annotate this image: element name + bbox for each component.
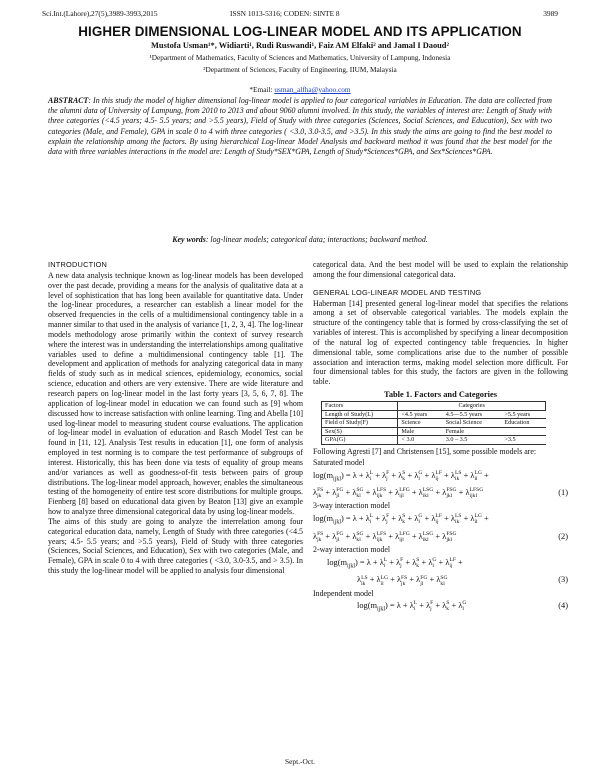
factors-table — [321, 401, 546, 445]
equation-line: $\log(m_{ijkl}) = \lambda + \lambda$ L i + λ F j + λ S k + λ G l + λ LF ij + λ LS ik + λ LG il + — [313, 513, 489, 526]
journal-citation: Sci.Int.(Lahore),27(5),3989-3993,2015 — [42, 9, 158, 18]
table-cell: 3.0 – 3.5 — [443, 436, 502, 445]
model-block — [313, 545, 568, 587]
equation-line-2 — [313, 487, 568, 499]
table-cell: 4.5—5.5 years — [443, 410, 502, 419]
table-row — [322, 410, 546, 419]
running-header — [42, 9, 558, 21]
table-cell — [501, 427, 545, 436]
models-intro: Following Agresti [7] and Christensen [15], some possible models are: — [313, 446, 537, 456]
model-block — [313, 458, 568, 500]
issn-line: ISSN 1013-5316; CODEN: SINTE 8 — [230, 9, 340, 18]
model-block — [313, 589, 568, 617]
table-cell: Female — [443, 427, 502, 436]
table-cell: Sex(S) — [322, 427, 398, 436]
author-list: Mustofa Usman¹*, Widiarti¹, Rudi Ruswandi¹, Faiz AM Elfaki² and Jamal I Daoud² — [151, 41, 449, 50]
paper-title: HIGHER DIMENSIONAL LOG-LINEAR MODEL AND ITS APPLICATION — [78, 24, 522, 39]
abstract-label: ABSTRACT — [48, 96, 89, 105]
intro-paragraph-1: A new data analysis technique known as log-linear models has been developed over the past decade, providing a means for the analysis of qualitative data at a level of sophistication that has long been available for quantitative data. Under the log-linear procedures, a researcher can establish a linear model for the observed frequencies in the cells of a multidimensional contingency table in a manner similar to that used in the analysis of variance [1, 2, 3, 4]. The log-linear models methodology arose primarily within the context of survey research where the interest was in understanding the interrelationships among qualitative variables used to define a multidimensional contingency table [1]. The development and application of methods for analyzing categorical data in many fields of study such as in medical sciences, epidemiology, economics, social science, education and others are very extensive. There are wide literature and research papers on log-linear model in the last forty years [3, 5, 6, 7, 8]. The application of log-linear model in education we can found such as [9] whom discussed how to increase satisfaction with online learning. Ting and Abella [10] used log-linear model to measuring student course evaluations. The application of log-linear model in evaluation of education and Rasch Model Test can be found in [11, 12]. Analysis Test results in education [1], one form of analysis employed in test norming is to compare the test performance of subgroups of interest. Historically, this has been done via tests of equality of group means and/or variances as well as goodness-of-fit tests between pairs of group distributions. The log-linear model approach, however, enables the simultaneous testing of the homogeneity of entire test score distributions for multiple groups. Fienberg [8] based on educational data given by Beaton [13] give an example how to analyze three dimensional categorical data by using log-linear models. — [48, 270, 303, 517]
table-cell: Education — [501, 419, 545, 428]
equation-text: λ LS ik + λ LG il + λ FS jk + λ FG jl + λ SG kl — [357, 574, 448, 587]
equation-line-2 — [313, 574, 568, 586]
intro-continuation: categorical data. And the best model will be used to explain the relationship among the four dimensional categorical data. — [313, 260, 568, 279]
equation-line: $\log(m_{ijkl}) = \lambda + \lambda$ L i + λ F j + λ S k + λ G l + λ LF ij + λ LS ik + λ LG il + — [313, 469, 489, 483]
model-label: Saturated model — [313, 457, 365, 467]
table-cell: >3.5 — [501, 436, 545, 445]
general-heading: GENERAL LOG-LINEAR MODEL AND TESTING — [313, 287, 482, 297]
table-header-factors: Factors — [322, 401, 398, 410]
model-label: 3-way interaction model — [313, 501, 391, 511]
table-cell: >5.5 years — [501, 410, 545, 419]
table-cell: Field of Study(F) — [322, 419, 398, 428]
model-label: 2-way interaction model — [313, 544, 391, 554]
general-paragraph: Haberman [14] presented general log-linear model that specifies the relations among a set of observable categorical variables. The models explain the structure of the contingency table that is formed by cross-classifying the set of variables of interest. This is accomplished by specifying a linear decomposition of the natural log of expected contingency table frequencies. In higher dimensional table, some complications arise due to the number of possible association and interaction terms, making model selection more difficult. For four dimensional tables for this study, the factors are given in the following table. — [313, 298, 568, 387]
table-cell: GPA(G) — [322, 436, 398, 445]
table-cell: Science — [398, 419, 443, 428]
equation-line: $\log(m_{ijkl}) = \lambda + \lambda$ L i + λ F j + λ S k + λ G l + λ LF ij + — [327, 556, 463, 570]
table-cell: Male — [398, 427, 443, 436]
abstract-text: : In this study the model of higher dimensional log-linear model is applied to four categorical variables in Education. The data are collected from the alumni data of University of Lampung, from 2010 to 2013 and about 9060 alumni involved. In this study, the variables of interest are: Length of Study with three categories (<4.5 years; 4.5- 5.5 years; and >5.5 years), Field of Study with three categories (Sciences, Social Sciences, and Education), Sex with two categories (Male, and Female), GPA in scale 0 to 4 with three categories ( <3.0, 3.0-3.5, and >3.5). In this study the aims are going to find the best model to explain the relationship among the factors. By using hierarchical Log-linear Model Analysis and backward method it was found that the best model for the data with three variables interactions in the model are: Length of Study*SEX*GPA, Length of Study*Sciences*GPA, and Sex*Sciences*GPA. — [48, 96, 552, 157]
abstract — [48, 96, 552, 157]
intro-paragraph-2: The aims of this study are going to analyze the interrelation among four categorical education data, namely, Length of Study with three categories (<4.5 years; 4.5- 5.5 years; and >5.5 years), Field of Study with three categories (Sciences, Social Sciences, and Education), Sex with two categories (Male, and Female), GPA in scale 0 to 4 with three categories ( <3.0, 3.0-3.5, and > 3.5). In this study the log-linear model will be applied to analysis four dimensional — [48, 516, 303, 576]
keywords — [48, 235, 552, 244]
table-cell: < 3.0 — [398, 436, 443, 445]
email-label: *Email: — [249, 85, 275, 94]
table-row — [322, 427, 546, 436]
affiliation-2: ²Department of Sciences, Faculty of Engineering, IIUM, Malaysia — [203, 65, 397, 74]
page-number: 3989 — [543, 9, 558, 18]
keywords-text: : log-linear models; categorical data; interactions; backward method. — [205, 235, 428, 244]
introduction-heading: INTRODUCTION — [48, 260, 108, 269]
table-title: Table 1. Factors and Categories — [384, 390, 497, 400]
equation-number: (1) — [558, 488, 568, 498]
equation-text: $\log(m_{ijkl}) = \lambda + \lambda$ L i + λ F j + λ S k + λ G l — [357, 600, 467, 614]
affiliation-1: ¹Department of Mathematics, Faculty of Sciences and Mathematics, University of Lampung, Indonesia — [149, 53, 451, 62]
page-footer: Sept.-Oct. — [285, 757, 315, 766]
table-header-categories: Categories — [398, 401, 546, 410]
left-column — [48, 260, 303, 576]
equation-text: λ FS jk + λ FG jl + λ SG kl + λ LFS ijk + λ LFG ijl + λ LSG ikl + λ FSG jkl — [313, 530, 457, 543]
table-cell: Social Science — [443, 419, 502, 428]
equation-number: (4) — [558, 601, 568, 611]
table-row — [322, 436, 546, 445]
table-row — [322, 419, 546, 428]
equation-number: (3) — [558, 575, 568, 585]
equation-text: λ FS jk + λ FG jl + λ SG kl + λ LFS ijk + λ LFG ijl + λ LSG ikl + λ FSG jkl + λ LFSG ijkl — [313, 487, 484, 500]
right-column — [313, 260, 568, 618]
email-line — [20, 85, 580, 94]
table-cell: <4.5 years — [398, 410, 443, 419]
model-block — [313, 501, 568, 543]
equation-line-2 — [313, 600, 568, 616]
table-cell: Length of Study(L) — [322, 410, 398, 419]
equation-line-2 — [313, 531, 568, 543]
model-label: Independent model — [313, 588, 374, 598]
equation-number: (2) — [558, 531, 568, 541]
email-link[interactable]: usman_alfha@yahoo.com — [274, 85, 351, 94]
keywords-label: Key words — [172, 235, 206, 244]
